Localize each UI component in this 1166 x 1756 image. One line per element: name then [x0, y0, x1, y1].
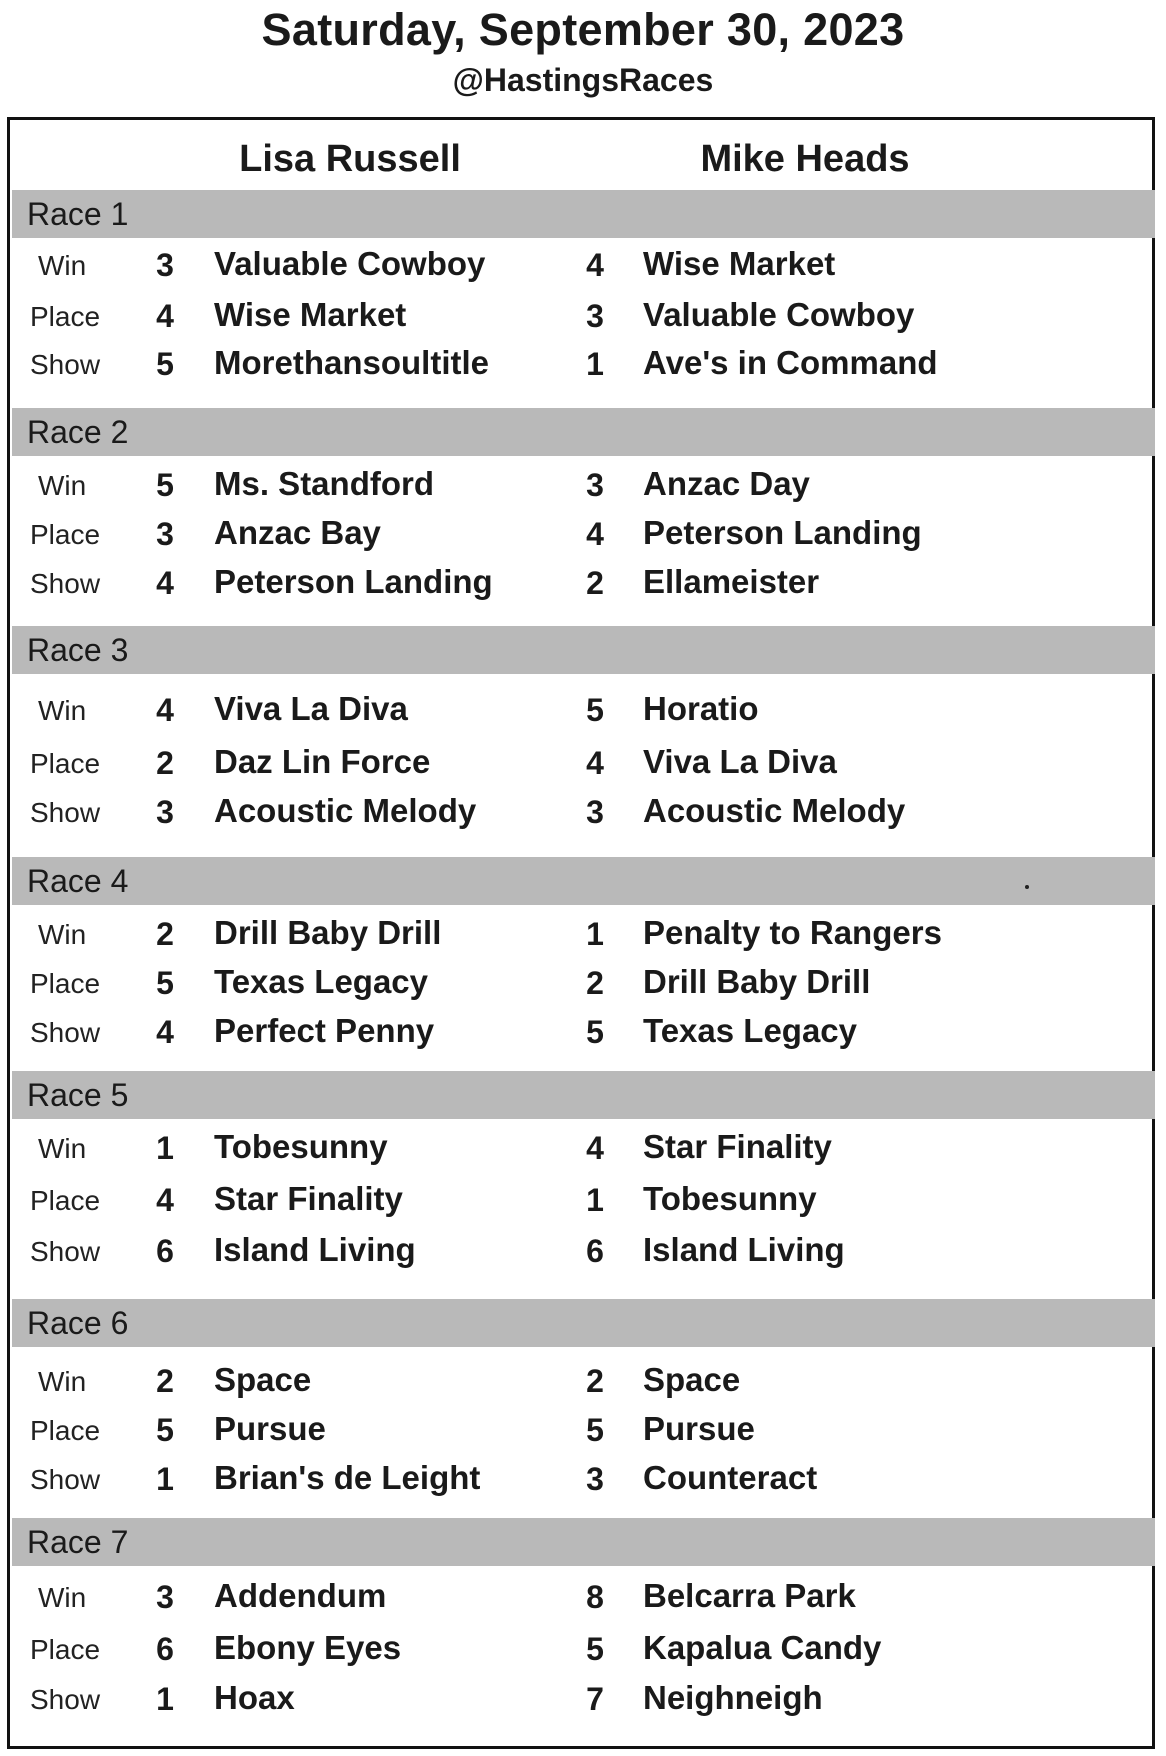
right-pick-number: 1	[586, 1182, 604, 1218]
right-pick-horse: Texas Legacy	[643, 1012, 858, 1049]
race-label: Race 3	[27, 632, 129, 668]
race-label: Race 5	[27, 1077, 129, 1113]
position-label: Win	[38, 470, 87, 501]
position-label: Place	[30, 1415, 101, 1446]
position-label: Win	[38, 695, 87, 726]
position-label: Place	[30, 301, 101, 332]
right-pick-number: 3	[586, 1461, 604, 1497]
right-pick-number: 5	[586, 692, 604, 728]
left-pick-number: 3	[156, 794, 174, 830]
right-pick-number: 2	[586, 1363, 604, 1399]
left-pick-number: 5	[156, 346, 174, 382]
right-pick-number: 5	[586, 1631, 604, 1667]
left-pick-horse: Tobesunny	[214, 1128, 388, 1165]
left-pick-horse: Drill Baby Drill	[214, 914, 442, 951]
left-pick-number: 2	[156, 1363, 174, 1399]
position-label: Show	[30, 1236, 101, 1267]
right-pick-number: 5	[586, 1014, 604, 1050]
left-pick-number: 1	[156, 1130, 174, 1166]
left-pick-number: 4	[156, 565, 174, 601]
position-label: Place	[30, 968, 101, 999]
right-pick-number: 4	[586, 745, 604, 781]
left-pick-horse: Peterson Landing	[214, 563, 493, 600]
left-pick-horse: Valuable Cowboy	[214, 245, 486, 282]
right-pick-horse: Kapalua Candy	[643, 1629, 882, 1666]
right-pick-horse: Wise Market	[643, 245, 836, 282]
left-pick-number: 3	[156, 247, 174, 283]
right-pick-number: 3	[586, 794, 604, 830]
left-pick-number: 5	[156, 965, 174, 1001]
right-pick-horse: Pursue	[643, 1410, 755, 1447]
left-pick-number: 2	[156, 916, 174, 952]
right-pick-horse: Drill Baby Drill	[643, 963, 871, 1000]
left-pick-number: 4	[156, 1014, 174, 1050]
race-header-band	[12, 190, 1155, 238]
race-header-band	[12, 1299, 1155, 1347]
left-pick-number: 1	[156, 1461, 174, 1497]
right-pick-horse: Tobesunny	[643, 1180, 817, 1217]
right-pick-number: 2	[586, 565, 604, 601]
position-label: Place	[30, 519, 101, 550]
left-pick-horse: Brian's de Leight	[214, 1459, 481, 1496]
right-pick-horse: Penalty to Rangers	[643, 914, 942, 951]
position-label: Win	[38, 250, 87, 281]
left-pick-horse: Anzac Bay	[214, 514, 381, 551]
right-pick-number: 8	[586, 1579, 604, 1615]
position-label: Place	[30, 1185, 101, 1216]
race-label: Race 1	[27, 196, 129, 232]
race-header-band	[12, 408, 1155, 456]
race-header-band	[12, 626, 1155, 674]
position-label: Show	[30, 349, 101, 380]
race-header-band	[12, 1071, 1155, 1119]
right-pick-number: 3	[586, 298, 604, 334]
left-pick-horse: Space	[214, 1361, 312, 1398]
right-pick-horse: Peterson Landing	[643, 514, 922, 551]
left-pick-horse: Daz Lin Force	[214, 743, 431, 780]
right-pick-horse: Ave's in Command	[643, 344, 938, 381]
left-pick-number: 2	[156, 745, 174, 781]
right-pick-horse: Horatio	[643, 690, 759, 727]
left-pick-horse: Texas Legacy	[214, 963, 429, 1000]
left-pick-horse: Star Finality	[214, 1180, 403, 1217]
right-pick-horse: Valuable Cowboy	[643, 296, 915, 333]
left-pick-number: 6	[156, 1631, 174, 1667]
position-label: Show	[30, 1464, 101, 1495]
left-pick-horse: Island Living	[214, 1231, 416, 1268]
left-pick-number: 4	[156, 1182, 174, 1218]
left-pick-number: 3	[156, 516, 174, 552]
right-pick-horse: Counteract	[643, 1459, 818, 1496]
left-pick-horse: Pursue	[214, 1410, 326, 1447]
right-pick-number: 5	[586, 1412, 604, 1448]
position-label: Show	[30, 1017, 101, 1048]
left-pick-horse: Morethansoultitle	[214, 344, 490, 381]
right-pick-horse: Island Living	[643, 1231, 845, 1268]
left-pick-horse: Wise Market	[214, 296, 407, 333]
right-pick-number: 6	[586, 1233, 604, 1269]
twitter-handle: @HastingsRaces	[452, 62, 714, 98]
left-pick-horse: Acoustic Melody	[214, 792, 477, 829]
left-pick-horse: Viva La Diva	[214, 690, 408, 727]
right-pick-horse: Viva La Diva	[643, 743, 837, 780]
position-label: Show	[30, 797, 101, 828]
stray-dot	[1025, 885, 1029, 889]
position-label: Win	[38, 1133, 87, 1164]
right-pick-number: 2	[586, 965, 604, 1001]
position-label: Place	[30, 1634, 101, 1665]
handicapper-left-name: Lisa Russell	[239, 138, 461, 180]
right-pick-horse: Acoustic Melody	[643, 792, 906, 829]
position-label: Show	[30, 568, 101, 599]
right-pick-number: 4	[586, 1130, 604, 1166]
right-pick-horse: Belcarra Park	[643, 1577, 856, 1614]
left-pick-number: 4	[156, 692, 174, 728]
left-pick-number: 4	[156, 298, 174, 334]
left-pick-horse: Addendum	[214, 1577, 387, 1614]
right-pick-number: 4	[586, 247, 604, 283]
left-pick-number: 6	[156, 1233, 174, 1269]
right-pick-number: 7	[586, 1681, 604, 1717]
right-pick-number: 1	[586, 916, 604, 952]
race-label: Race 4	[27, 863, 129, 899]
race-header-band	[12, 857, 1155, 905]
position-label: Win	[38, 1366, 87, 1397]
left-pick-horse: Perfect Penny	[214, 1012, 435, 1049]
handicapper-right-name: Mike Heads	[700, 138, 910, 180]
right-pick-horse: Ellameister	[643, 563, 820, 600]
right-pick-horse: Star Finality	[643, 1128, 832, 1165]
right-pick-number: 4	[586, 516, 604, 552]
right-pick-number: 1	[586, 346, 604, 382]
race-header-band	[12, 1518, 1155, 1566]
right-pick-horse: Neighneigh	[643, 1679, 823, 1716]
left-pick-number: 1	[156, 1681, 174, 1717]
left-pick-number: 5	[156, 1412, 174, 1448]
left-pick-number: 5	[156, 467, 174, 503]
left-pick-number: 3	[156, 1579, 174, 1615]
position-label: Win	[38, 1582, 87, 1613]
race-label: Race 6	[27, 1305, 129, 1341]
right-pick-horse: Anzac Day	[643, 465, 810, 502]
right-pick-horse: Space	[643, 1361, 741, 1398]
page-date: Saturday, September 30, 2023	[261, 4, 905, 55]
position-label: Show	[30, 1684, 101, 1715]
race-label: Race 7	[27, 1524, 129, 1560]
left-pick-horse: Ms. Standford	[214, 465, 434, 502]
left-pick-horse: Hoax	[214, 1679, 295, 1716]
position-label: Win	[38, 919, 87, 950]
position-label: Place	[30, 748, 101, 779]
right-pick-number: 3	[586, 467, 604, 503]
left-pick-horse: Ebony Eyes	[214, 1629, 402, 1666]
race-label: Race 2	[27, 414, 129, 450]
